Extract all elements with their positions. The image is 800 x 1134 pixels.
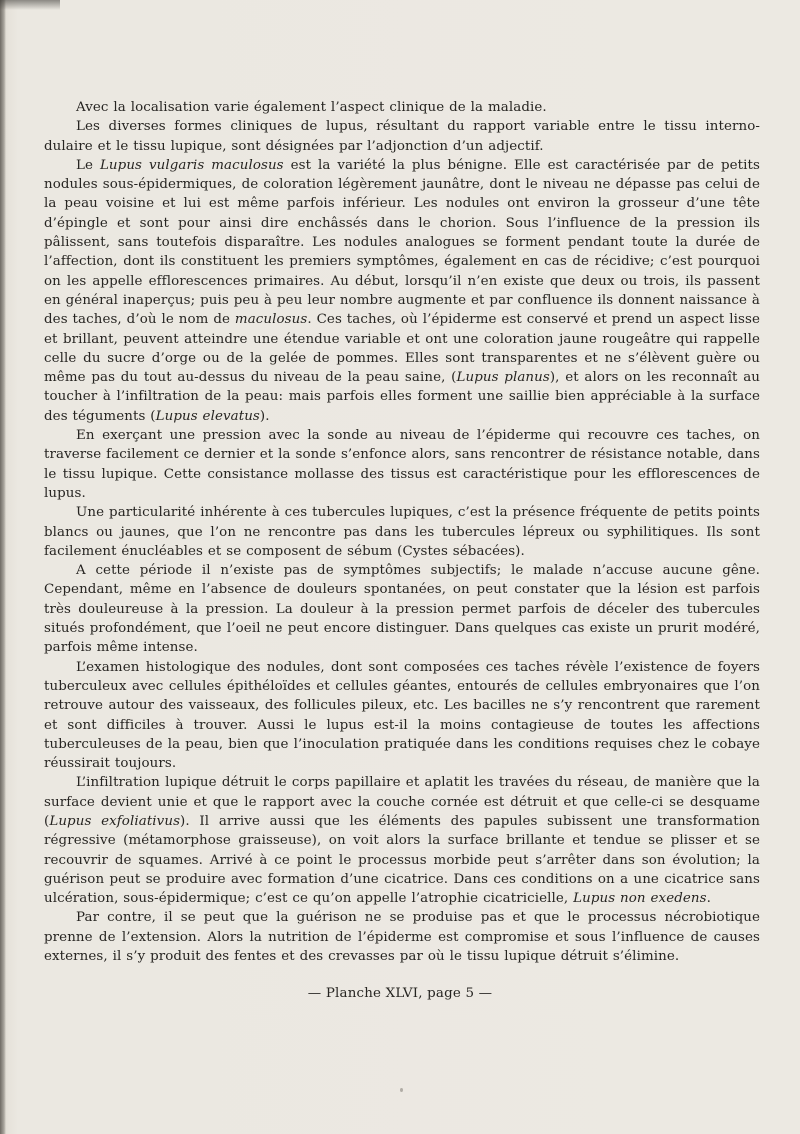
italic-term: Lupus exfoliativus xyxy=(49,813,181,829)
text-run: ). xyxy=(259,408,270,424)
text-run: est la variété la plus bénigne. Elle est caractérisée par de petits nodules sous-épidermiques, de coloration légèrement jaunâtre, dont le niveau ne dépasse pas celui de la peau voisine et lui est même parfois inférieur. Les nodules ont environ la grosseur d’une tête d’épingle et sont pour ainsi dire enchâssés dans le chorion. Sous l’influence de la pression ils pâlissent, sans toutefois disparaître. Les nodules analogues se forment pendant toute la durée de l’affection, dont ils constituent les premiers symptômes, également en cas de récidive; c’est pourquoi on les appelle efflorescences primaires. Au début, lorsqu’il n’en existe que deux ou trois, ils passent en général inaperçus; puis peu à peu leur nombre augmente et par confluence ils donnent naissance à des taches, d’où le nom de xyxy=(44,157,760,328)
text-run: Le xyxy=(76,157,100,173)
italic-term: Lupus elevatus xyxy=(155,408,260,424)
paragraph xyxy=(44,561,760,657)
italic-term: Lupus vulgaris maculosus xyxy=(99,157,284,173)
paragraph xyxy=(44,908,760,966)
italic-term: Lupus planus xyxy=(456,370,550,386)
paper-speck xyxy=(400,1088,403,1092)
page-footer: — Planche XLVI, page 5 — xyxy=(307,986,493,1001)
paragraph xyxy=(44,98,760,117)
text-run: . Ces taches, où l’épiderme est conservé et prend un aspect lisse et brillant, peuvent atteindre une étendue variable et ont une coloration jaune rougeâtre qui rappelle celle du sucre d’orge ou de la gelée de pommes. Elles sont transparentes et ne s’élèvent guère ou même pas du tout au-dessus du niveau de la peau saine, ( xyxy=(44,312,760,386)
text-run: ). Il arrive aussi que les éléments des papules subissent une transformation régressive (métamorphose graisseuse), on voit alors la surface brillante et tendue se plisser et se recouvrir de squames. Arrivé à ce point le processus morbide peut s’arrêter dans son évolution; la guérison peut se produire avec formation d’une cicatrice. Dans ces conditions on a une cicatrice sans ulcération, sous-épidermique; c’est ce qu’on appelle l’atrophie cicatricielle, xyxy=(44,813,760,907)
italic-term: maculosus xyxy=(234,312,308,328)
paragraph xyxy=(44,117,760,156)
text-run: A cette période il n’existe pas de symptômes subjectifs; le malade n’accuse aucune gêne. Cependant, même en l’absence de douleurs spontanées, on peut constater que la lésion est parfois très douleureuse à la pression. La douleur à la pression permet parfois de déceler des tubercules situés profondément, que l’oeil ne peut encore distinguer. Dans quelques cas existe un prurit modéré, parfois même intense. xyxy=(44,563,760,656)
text-run: Par contre, il se peut que la guérison ne se produise pas et que le processus nécrobiotique prenne de l’extension. Alors la nutrition de l’épiderme est compromise et sous l’influence de causes externes, il s’y produit des fentes et des crevasses par où le tissu lupique détruit s’élimine. xyxy=(44,910,760,965)
binding-edge xyxy=(0,0,6,1134)
text-run: . xyxy=(706,891,711,907)
paragraph xyxy=(44,156,760,426)
text-run: L’infiltration lupique détruit le corps papillaire et aplatit les travées du réseau, de manière que la surface devient unie et que le rapport avec la couche cornée est détruit et que celle-ci se desquame ( xyxy=(44,775,760,829)
paragraph xyxy=(44,503,760,561)
text-run: En exerçant une pression avec la sonde au niveau de l’épiderme qui recouvre ces taches, on traverse facilement ce dernier et la sonde s’enfonce alors, sans rencontrer de résistance notable, dans le tissu lupique. Cette consistance mollasse des tissus est caractéristique pour les efflorescences de lupus. xyxy=(44,428,760,501)
text-run: ), et alors on les reconnaît au toucher à l’infiltration de la peau: mais parfois elles forment une saillie bien appréciable à la surface des téguments ( xyxy=(44,370,761,424)
body-text xyxy=(44,98,760,966)
text-run: L’examen histologique des nodules, dont sont composées ces taches révèle l’existence de foyers tuberculeux avec cellules épithéloïdes et cellules géantes, entourés de cellules embryonaires que l’on retrouve autour des vaisseaux, des follicules pileux, etc. Les bacilles ne s’y rencontrent que rarement et sont difficiles à trouver. Aussi le lupus est-il la moins contagieuse de toutes les affections tuberculeuses de la peau, bien que l’inoculation pratiquée dans les conditions requises chez le cobaye réussirait toujours. xyxy=(44,659,760,772)
paragraph xyxy=(44,426,760,503)
text-run: Une particularité inhérente à ces tubercules lupiques, c’est la présence fréquente de petits points blancs ou jaunes, que l’on ne rencontre pas dans les tubercules lépreux ou syphilitiques. Ils sont facilement énucléables et se composent de sébum (Cystes sébacées). xyxy=(44,505,760,559)
text-run: Les diverses formes cliniques de lupus, résultant du rapport variable entre le tissu interno-dulaire et le tissu lupique, sont désignées par l’adjonction d’un adjectif. xyxy=(44,119,760,154)
top-edge-shadow xyxy=(0,0,60,10)
paragraph xyxy=(44,773,760,908)
text-run: Avec la localisation varie également l’aspect clinique de la maladie. xyxy=(76,100,547,115)
paragraph xyxy=(44,658,760,774)
italic-term: Lupus non exedens xyxy=(573,891,707,907)
